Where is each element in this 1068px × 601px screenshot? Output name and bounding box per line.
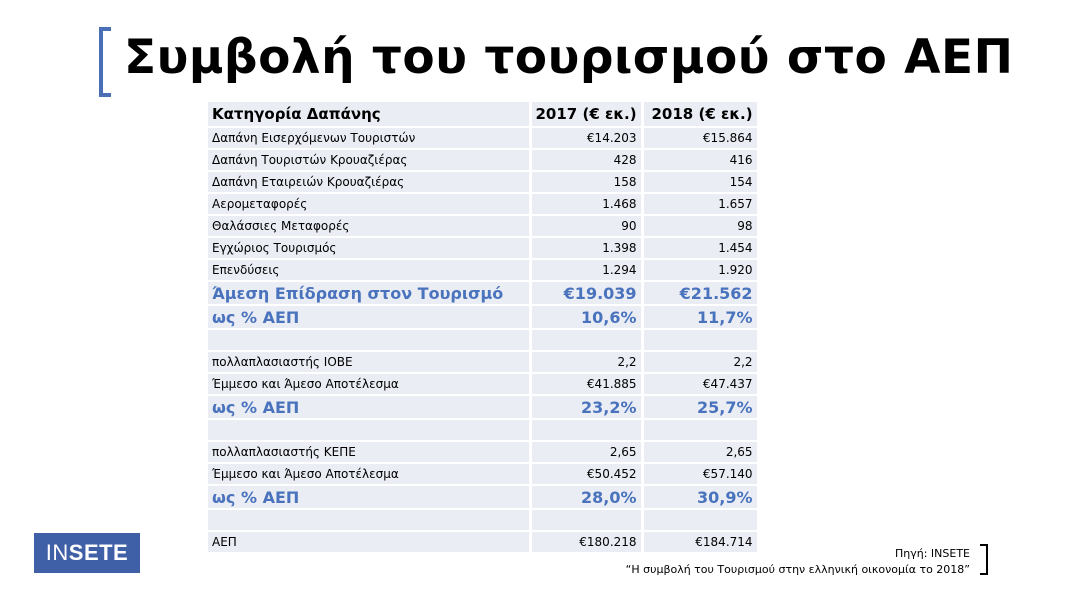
header-2017: 2017 (€ εκ.)	[530, 102, 642, 127]
row-label: Έμμεσο και Άμεσο Αποτέλεσμα	[208, 463, 530, 485]
source-label: Πηγή: INSETE	[894, 547, 970, 560]
value-2017: €14.203	[530, 127, 642, 149]
table-row	[208, 373, 758, 395]
value-2018: 1.657	[642, 193, 758, 215]
table-row	[208, 259, 758, 281]
value-2018: €15.864	[642, 127, 758, 149]
row-label: πολλαπλασιαστής ΚΕΠΕ	[208, 441, 530, 463]
row-label: ως % ΑΕΠ	[208, 305, 530, 329]
value-2018: €57.140	[642, 463, 758, 485]
value-2017: 1.294	[530, 259, 642, 281]
value-2018: 1.920	[642, 259, 758, 281]
value-2017: 28,0%	[530, 485, 642, 509]
row-label: Δαπάνη Εταιρειών Κρουαζιέρας	[208, 171, 530, 193]
row-label: Δαπάνη Εισερχόμενων Τουριστών	[208, 127, 530, 149]
value-2018: 11,7%	[642, 305, 758, 329]
value-2017: €180.218	[530, 531, 642, 553]
value-2017: 2,65	[530, 441, 642, 463]
value-2018: €184.714	[642, 531, 758, 553]
value-2018: 154	[642, 171, 758, 193]
table-row	[208, 149, 758, 171]
table-row	[208, 305, 758, 329]
value-2017: 1.398	[530, 237, 642, 259]
value-2018	[642, 509, 758, 531]
table-row	[208, 215, 758, 237]
row-label: Έμμεσο και Άμεσο Αποτέλεσμα	[208, 373, 530, 395]
row-label: Άμεση Επίδραση στον Τουρισμό	[208, 281, 530, 305]
value-2017: 23,2%	[530, 395, 642, 419]
value-2017	[530, 509, 642, 531]
expense-table	[208, 102, 760, 554]
source-bracket-decoration	[980, 544, 988, 575]
value-2017: €41.885	[530, 373, 642, 395]
value-2018: 416	[642, 149, 758, 171]
row-label: Εγχώριος Τουρισμός	[208, 237, 530, 259]
row-label	[208, 509, 530, 531]
value-2017: 2,2	[530, 351, 642, 373]
table-row	[208, 395, 758, 419]
row-label: ως % ΑΕΠ	[208, 395, 530, 419]
page-title: Συμβολή του τουρισμού στο ΑΕΠ	[124, 30, 1014, 85]
table-row	[208, 329, 758, 351]
title-bracket-decoration	[99, 27, 111, 97]
logo-text-in: IN	[45, 540, 69, 565]
value-2017: €19.039	[530, 281, 642, 305]
value-2018	[642, 419, 758, 441]
table-row	[208, 193, 758, 215]
table-row	[208, 351, 758, 373]
value-2017	[530, 419, 642, 441]
source-citation: “Η συμβολή του Τουρισμού στην ελληνική οικονομία το 2018”	[625, 563, 970, 576]
value-2017: 90	[530, 215, 642, 237]
table-row	[208, 485, 758, 509]
value-2018: 25,7%	[642, 395, 758, 419]
value-2018: 2,65	[642, 441, 758, 463]
value-2017: 1.468	[530, 193, 642, 215]
table-header-row	[208, 102, 758, 127]
value-2018: €47.437	[642, 373, 758, 395]
row-label: Επενδύσεις	[208, 259, 530, 281]
logo-text-sete: SETE	[68, 540, 129, 565]
row-label: Δαπάνη Τουριστών Κρουαζιέρας	[208, 149, 530, 171]
row-label	[208, 329, 530, 351]
row-label: ως % ΑΕΠ	[208, 485, 530, 509]
value-2017: 158	[530, 171, 642, 193]
table-row	[208, 419, 758, 441]
table-row	[208, 237, 758, 259]
table-row	[208, 441, 758, 463]
table-row	[208, 463, 758, 485]
value-2017: 10,6%	[530, 305, 642, 329]
value-2017: 428	[530, 149, 642, 171]
value-2018: €21.562	[642, 281, 758, 305]
row-label: ΑΕΠ	[208, 531, 530, 553]
header-2018: 2018 (€ εκ.)	[642, 102, 758, 127]
value-2018: 1.454	[642, 237, 758, 259]
header-category: Κατηγορία Δαπάνης	[208, 102, 530, 127]
row-label: Θαλάσσιες Μεταφορές	[208, 215, 530, 237]
row-label: Αερομεταφορές	[208, 193, 530, 215]
insete-logo	[34, 533, 140, 573]
value-2018: 2,2	[642, 351, 758, 373]
row-label	[208, 419, 530, 441]
source-note	[626, 546, 970, 578]
value-2018: 98	[642, 215, 758, 237]
table-row	[208, 171, 758, 193]
table-row	[208, 281, 758, 305]
table-row	[208, 509, 758, 531]
value-2017: €50.452	[530, 463, 642, 485]
value-2018: 30,9%	[642, 485, 758, 509]
row-label: πολλαπλασιαστής ΙΟΒΕ	[208, 351, 530, 373]
value-2017	[530, 329, 642, 351]
value-2018	[642, 329, 758, 351]
table-row	[208, 127, 758, 149]
